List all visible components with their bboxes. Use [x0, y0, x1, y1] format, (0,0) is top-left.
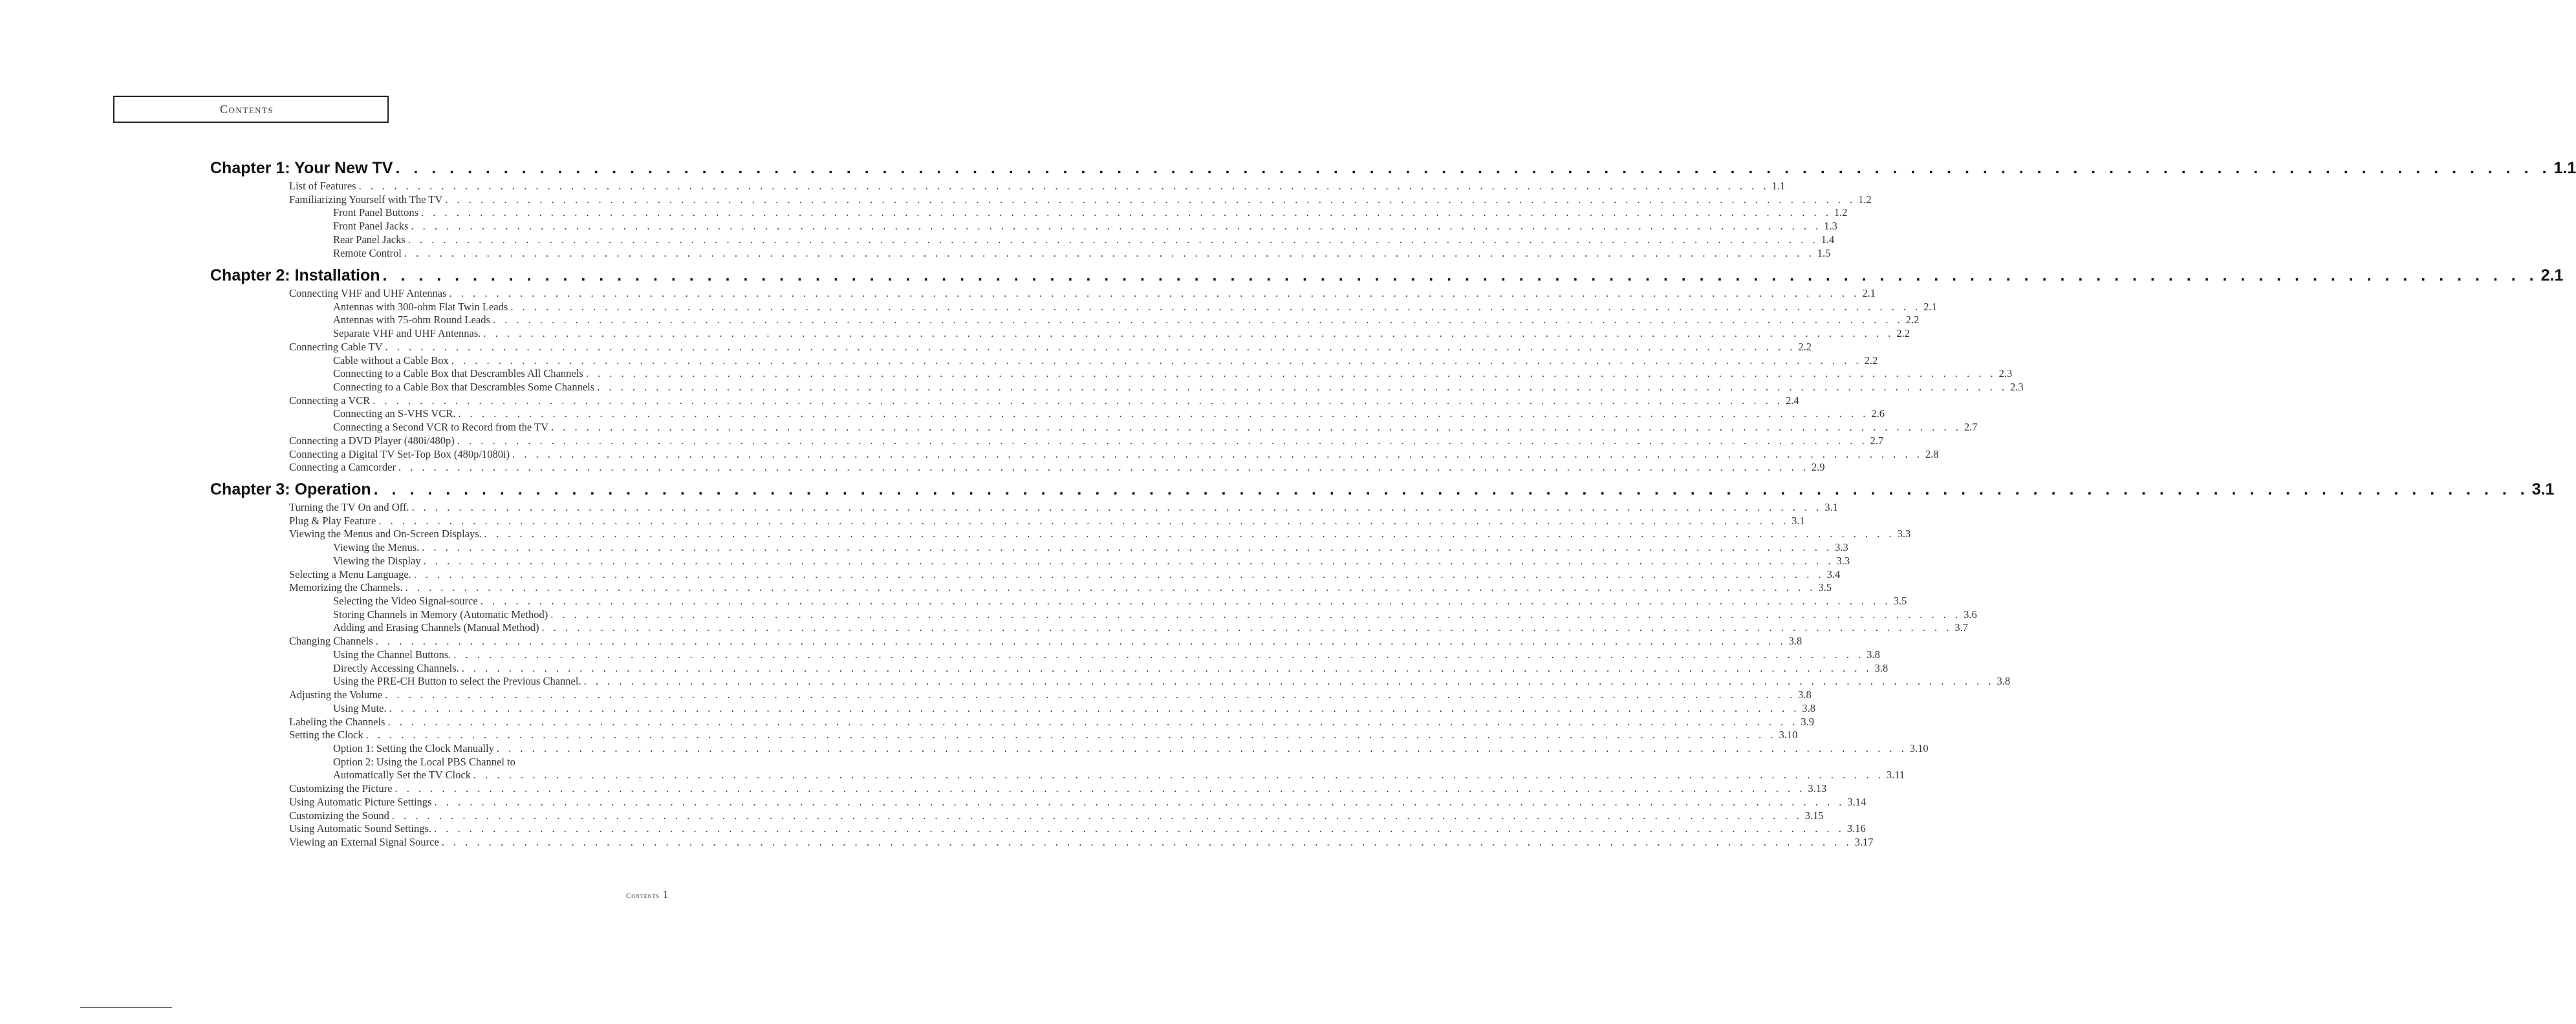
toc-subentry	[333, 326, 1910, 339]
entry-title: Using the Channel Buttons.	[333, 648, 451, 661]
toc-subentry	[333, 246, 1831, 259]
entry-page-number: 3.1	[1824, 500, 1838, 513]
entry-title: Option 1: Setting the Clock Manually	[333, 741, 494, 754]
entry-title: Antennas with 75-ohm Round Leads	[333, 313, 490, 326]
entry-title: Setting the Clock	[289, 728, 363, 741]
entry-title: Remote Control	[333, 246, 402, 259]
dot-leader: . . . . . . . . . . . . . . . . . . . . . . . . . . . . . . . . . . . . . . . . . . . . . . . . . . . . . . . . . . . . . . . . . . . . . . . . . . . . . . . . . . . . . . . . . . . . . . . . . . . . . . . . . . . . . . . . . . . . . . . .	[407, 233, 1819, 246]
entry-page-number: 2.2	[1798, 340, 1812, 353]
toc-subentry	[333, 205, 1848, 219]
entry-page-number: 3.10	[1909, 741, 1929, 754]
toc-entry	[289, 178, 1786, 192]
dot-leader: . . . . . . . . . . . . . . . . . . . . . . . . . . . . . . . . . . . . . . . . . . . . . . . . . . . . . . . . . . . . . . . . . . . . . . . . . . . . . . . . . . . . . . . . . . . . . . . . . . . . . . . . . . . . . . . . . . . . . . . .	[483, 326, 1894, 339]
dot-leader: . . . . . . . . . . . . . . . . . . . . . . . . . . . . . . . . . . . . . . . . . . . . . . . . . . . . . . . . . . . . . . . . . . . . . . . . . . . . . . . . . . . . . . . . . . . . . . . . . . . . . . . . . . . . . . . . . . . . . . . .	[391, 809, 1802, 822]
entry-title: Connecting a Digital TV Set-Top Box (480p/1080i)	[289, 447, 510, 460]
toc-entry	[289, 634, 1802, 647]
chapter-page-number: 2.1	[2540, 266, 2564, 284]
entry-page-number: 2.1	[1923, 300, 1937, 313]
dot-leader: . . . . . . . . . . . . . . . . . . . . . . . . . . . . . . . . . . . . . . . . . . . . . . . . . . . . . . . . . . . . . . . . . . . . . . . . . . . . . . . . . . . . . . . . . . . . . . . . . . . . . . . . . . . . . . . . . . . . . . . .	[398, 460, 1809, 473]
toc-subentry	[333, 620, 1968, 634]
dot-leader: . . . . . . . . . . . . . . . . . . . . . . . . . . . . . . . . . . . . . . . . . . . . . . . . . . . . . . . . . . . . . . . . . . . . . . . . . . . . . . . . . . . . . . . . . . . . . . . . . . . . . . . . . . . . . . . . . . . . . . . .	[411, 500, 1823, 513]
dot-leader: . . . . . . . . . . . . . . . . . . . . . . . . . . . . . . . . . . . . . . . . . . . . . . . . . . . . . . . . . . . . . . . . . . . . . . . . . . . . . . . . . . . . . . . . . . . . . . . . . . . . . . . . . . . . . . . . . . . . . . . .	[461, 661, 1872, 674]
entry-page-number: 2.3	[2010, 380, 2024, 393]
dot-leader: . . . . . . . . . . . . . . . . . . . . . . . . . . . . . . . . . . . . . . . . . . . . . . . . . . . . . . . . . . . . . . . . . . . . . . . . . . . . . . . . . . . . . . . . . . . . . . . . . . . . . . . . . . . . . . . . . . . . . . . .	[457, 434, 1868, 447]
chapter-title: Chapter 3: Operation	[210, 480, 371, 498]
entry-title: Memorizing the Channels.	[289, 581, 403, 593]
dot-leader: . . . . . . . . . . . . . . . . . . . . . . . . . . . . . . . . . . . . . . . . . . . . . . . . . . . . . . . . . . . . . . . . . . . . . . . . . . . . . . . . . . . . . . . . . . . . . . . . . . . . . . . . . . . . . . . . . . . . . . . .	[413, 568, 1824, 581]
dot-leader: . . . . . . . . . . . . . . . . . . . . . . . . . . . . . . . . . . . . . . . . . . . . . . . . . . . . . . . . . . . . . . . . . . . . . . . . . . . . . . . . . . . . . . . . . . . . . . . . . . . . . . . . . . . . . . . . . . . . . . . .	[375, 634, 1786, 647]
entry-page-number: 3.11	[1886, 768, 1905, 781]
entry-title: Antennas with 300-ohm Flat Twin Leads	[333, 300, 508, 313]
entry-title: Using the PRE-CH Button to select the Previous Channel.	[333, 674, 581, 687]
toc-entry	[289, 567, 1841, 581]
entry-page-number: 3.8	[1997, 674, 2011, 687]
dot-leader: . . . . . . . . . . . . . . . . . . . . . . . . . . . . . . . . . . . . . . . . . . . . . . . . . . . . . . . . . . . . . . . . . . . . . . . . . . . . . . . . . . . . . . . . . . . . . . . . . . . . . . . . . . . . . . . . . . . . . . . .	[434, 822, 1845, 835]
entry-page-number: 3.8	[1798, 688, 1812, 701]
toc-entry	[289, 500, 1838, 513]
toc-entry	[289, 714, 1814, 728]
entry-title: Familiarizing Yourself with The TV	[289, 193, 443, 206]
dot-leader: . . . . . . . . . . . . . . . . . . . . . . . . . . . . . . . . . . . . . . . . . . . . . . . . . . . . . . . . . . . . . . . . . . . . . . . . . . . . . . . . . . . . . . . . . . . . . . . . . . . . . . . . . . . . . . . . . . . . . . . .	[389, 701, 1800, 714]
chapter-title: Chapter 2: Installation	[210, 266, 380, 284]
toc-entry	[289, 795, 1867, 808]
dot-leader: . . . . . . . . . . . . . . . . . . . . . . . . . . . . . . . . . . . . . . . . . . . . . . . . . . . . . . . . . . . . . . . . . . . . . . . . . . . . . . . . . . . . . . . . . . . . . . . . . . . . . . . . . . . . . . . . . . . . . . . .	[395, 782, 1806, 795]
entry-page-number: 1.1	[1771, 179, 1786, 192]
entry-page-number: 2.2	[1896, 326, 1910, 339]
dot-leader: . . . . . . . . . . . . . . . . . . . . . . . . . . . . . . . . . . . . . . . . . . . . . . . . . . . . . . . . . . . . . . . . . . . . . . . . . . . . . . . . . . . . . . . . . . . . . . . . . . . . . . . . . . . . . . . . . . . . . . . .	[387, 715, 1799, 728]
dot-leader: . . . . . . . . . . . . . . . . . . . . . . . . . . . . . . . . . . . . . . . . . . . . . . . . . . . . . . . . . . . . . . . . . . . . . . . . . . . . . . . . . . . . . . . . . . . . . . . . . . . . . . . . . . . . . . . . . . . . . . . .	[453, 648, 1865, 661]
entry-page-number: 2.3	[1998, 367, 2013, 379]
chapter-heading	[210, 478, 2555, 498]
toc-subentry	[333, 232, 1835, 246]
page-footer	[626, 888, 668, 901]
entry-page-number: 2.8	[1925, 447, 1939, 460]
entry-title: Rear Panel Jacks	[333, 233, 406, 246]
chapter-page-number: 1.1	[2553, 159, 2576, 177]
dot-leader: . . . . . . . . . . . . . . . . . . . . . . . . . . . . . . . . . . . . . . . . . . . . . . . . . . . . . . . . . . . . . . . . . . . . . . . . . . . . . . . . . . . . . . . . . . . . . . . . . . . . . . . . . . . . . . . . . . . . . . . .	[382, 266, 2538, 284]
entry-title: Connecting Cable TV	[289, 340, 383, 353]
dot-leader: . . . . . . . . . . . . . . . . . . . . . . . . . . . . . . . . . . . . . . . . . . . . . . . . . . . . . . . . . . . . . . . . . . . . . . . . . . . . . . . . . . . . . . . . . . . . . . . . . . . . . . . . . . . . . . . . . . . . . . . .	[373, 394, 1784, 407]
dot-leader: . . . . . . . . . . . . . . . . . . . . . . . . . . . . . . . . . . . . . . . . . . . . . . . . . . . . . . . . . . . . . . . . . . . . . . . . . . . . . . . . . . . . . . . . . . . . . . . . . . . . . . . . . . . . . . . . . . . . . . . .	[583, 674, 1995, 687]
dot-leader: . . . . . . . . . . . . . . . . . . . . . . . . . . . . . . . . . . . . . . . . . . . . . . . . . . . . . . . . . . . . . . . . . . . . . . . . . . . . . . . . . . . . . . . . . . . . . . . . . . . . . . . . . . . . . . . . . . . . . . . .	[449, 286, 1860, 299]
toc-subentry	[333, 553, 1850, 567]
toc-entry	[289, 808, 1824, 822]
toc-entry	[289, 447, 1939, 460]
dot-leader: . . . . . . . . . . . . . . . . . . . . . . . . . . . . . . . . . . . . . . . . . . . . . . . . . . . . . . . . . . . . . . . . . . . . . . . . . . . . . . . . . . . . . . . . . . . . . . . . . . . . . . . . . . . . . . . . . . . . . . . .	[358, 179, 1770, 192]
entry-page-number: 1.5	[1817, 246, 1831, 259]
toc-subentry	[333, 701, 1815, 714]
dot-leader: . . . . . . . . . . . . . . . . . . . . . . . . . . . . . . . . . . . . . . . . . . . . . . . . . . . . . . . . . . . . . . . . . . . . . . . . . . . . . . . . . . . . . . . . . . . . . . . . . . . . . . . . . . . . . . . . . . . . . . . .	[434, 795, 1845, 808]
dot-leader: . . . . . . . . . . . . . . . . . . . . . . . . . . . . . . . . . . . . . . . . . . . . . . . . . . . . . . . . . . . . . . . . . . . . . . . . . . . . . . . . . . . . . . . . . . . . . . . . . . . . . . . . . . . . . . . . . . . . . . . .	[541, 621, 1953, 634]
entry-title: Labeling the Channels	[289, 715, 385, 728]
entry-page-number: 3.5	[1818, 581, 1832, 593]
dot-leader: . . . . . . . . . . . . . . . . . . . . . . . . . . . . . . . . . . . . . . . . . . . . . . . . . . . . . . . . . . . . . . . . . . . . . . . . . . . . . . . . . . . . . . . . . . . . . . . . . . . . . . . . . . . . . . . . . . . . . . . .	[451, 354, 1862, 367]
entry-page-number: 3.13	[1808, 782, 1827, 795]
entry-page-number: 1.3	[1824, 219, 1837, 232]
entry-title: Customizing the Sound	[289, 809, 389, 822]
entry-page-number: 2.9	[1811, 460, 1825, 473]
entry-page-number: 3.8	[1867, 648, 1880, 661]
toc-subentry	[333, 366, 2013, 379]
dot-leader: . . . . . . . . . . . . . . . . . . . . . . . . . . . . . . . . . . . . . . . . . . . . . . . . . . . . . . . . . . . . . . . . . . . . . . . . . . . . . . . . . . . . . . . . . . . . . . . . . . . . . . . . . . . . . . . . . . . . . . . .	[484, 527, 1895, 540]
dot-leader: . . . . . . . . . . . . . . . . . . . . . . . . . . . . . . . . . . . . . . . . . . . . . . . . . . . . . . . . . . . . . . . . . . . . . . . . . . . . . . . . . . . . . . . . . . . . . . . . . . . . . . . . . . . . . . . . . . . . . . . .	[585, 367, 1997, 379]
dot-leader: . . . . . . . . . . . . . . . . . . . . . . . . . . . . . . . . . . . . . . . . . . . . . . . . . . . . . . . . . . . . . . . . . . . . . . . . . . . . . . . . . . . . . . . . . . . . . . . . . . . . . . . . . . . . . . . . . . . . . . . .	[405, 581, 1816, 593]
dot-leader: . . . . . . . . . . . . . . . . . . . . . . . . . . . . . . . . . . . . . . . . . . . . . . . . . . . . . . . . . . . . . . . . . . . . . . . . . . . . . . . . . . . . . . . . . . . . . . . . . . . . . . . . . . . . . . . . . . . . . . . .	[422, 540, 1833, 553]
entry-title: Turning the TV On and Off.	[289, 500, 409, 513]
entry-title: Option 2: Using the Local PBS Channel to	[333, 755, 515, 768]
footer-label: Contents	[626, 892, 660, 900]
dot-leader: . . . . . . . . . . . . . . . . . . . . . . . . . . . . . . . . . . . . . . . . . . . . . . . . . . . . . . . . . . . . . . . . . . . . . . . . . . . . . . . . . . . . . . . . . . . . . . . . . . . . . . . . . . . . . . . . . . . . . . . .	[395, 159, 2551, 177]
chapter-title: Chapter 1: Your New TV	[210, 159, 393, 177]
dot-leader: . . . . . . . . . . . . . . . . . . . . . . . . . . . . . . . . . . . . . . . . . . . . . . . . . . . . . . . . . . . . . . . . . . . . . . . . . . . . . . . . . . . . . . . . . . . . . . . . . . . . . . . . . . . . . . . . . . . . . . . .	[385, 340, 1796, 353]
entry-page-number: 1.2	[1834, 206, 1848, 219]
toc-subentry	[333, 741, 1929, 754]
entry-page-number: 3.8	[1802, 701, 1815, 714]
dot-leader: . . . . . . . . . . . . . . . . . . . . . . . . . . . . . . . . . . . . . . . . . . . . . . . . . . . . . . . . . . . . . . . . . . . . . . . . . . . . . . . . . . . . . . . . . . . . . . . . . . . . . . . . . . . . . . . . . . . . . . . .	[551, 420, 1962, 433]
entry-page-number: 3.15	[1804, 809, 1824, 822]
entry-title: Connecting VHF and UHF Antennas	[289, 286, 447, 299]
entry-page-number: 2.6	[1871, 407, 1885, 420]
entry-title: Selecting a Menu Language.	[289, 568, 411, 581]
contents-header-title: Contents	[220, 103, 274, 116]
toc-subentry	[333, 647, 1880, 661]
entry-page-number: 2.1	[1862, 286, 1876, 299]
entry-page-number: 3.1	[1791, 514, 1805, 527]
footer-page-number: 1	[662, 888, 669, 901]
entry-page-number: 2.4	[1786, 394, 1799, 407]
toc-subentry	[333, 299, 1937, 313]
entry-page-number: 3.5	[1893, 594, 1907, 607]
toc-subentry	[333, 754, 642, 767]
toc-subentry	[333, 593, 1907, 607]
toc-entry	[289, 433, 1884, 447]
dot-leader: . . . . . . . . . . . . . . . . . . . . . . . . . . . . . . . . . . . . . . . . . . . . . . . . . . . . . . . . . . . . . . . . . . . . . . . . . . . . . . . . . . . . . . . . . . . . . . . . . . . . . . . . . . . . . . . . . . . . . . . .	[423, 554, 1834, 567]
entry-page-number: 3.6	[1964, 608, 1977, 621]
dot-leader: . . . . . . . . . . . . . . . . . . . . . . . . . . . . . . . . . . . . . . . . . . . . . . . . . . . . . . . . . . . . . . . . . . . . . . . . . . . . . . . . . . . . . . . . . . . . . . . . . . . . . . . . . . . . . . . . . . . . . . . .	[445, 193, 1856, 206]
entry-title: Viewing the Menus and On-Screen Displays.	[289, 527, 482, 540]
entry-title: Connecting an S-VHS VCR.	[333, 407, 456, 420]
toc-entry	[289, 687, 1812, 701]
toc-entry	[289, 781, 1827, 795]
toc-entry	[289, 835, 1874, 848]
entry-title: Front Panel Jacks	[333, 219, 409, 232]
dot-leader: . . . . . . . . . . . . . . . . . . . . . . . . . . . . . . . . . . . . . . . . . . . . . . . . . . . . . . . . . . . . . . . . . . . . . . . . . . . . . . . . . . . . . . . . . . . . . . . . . . . . . . . . . . . . . . . . . . . . . . . .	[441, 835, 1852, 848]
toc-subentry	[333, 379, 2024, 393]
entry-page-number: 3.3	[1897, 527, 1911, 540]
entry-page-number: 3.10	[1779, 728, 1798, 741]
entry-title: Using Automatic Picture Settings	[289, 795, 432, 808]
entry-title: Changing Channels	[289, 634, 373, 647]
entry-title: Selecting the Video Signal-source	[333, 594, 478, 607]
entry-page-number: 3.17	[1854, 835, 1874, 848]
dot-leader: . . . . . . . . . . . . . . . . . . . . . . . . . . . . . . . . . . . . . . . . . . . . . . . . . . . . . . . . . . . . . . . . . . . . . . . . . . . . . . . . . . . . . . . . . . . . . . . . . . . . . . . . . . . . . . . . . . . . . . . .	[512, 447, 1923, 460]
toc-subentry	[333, 674, 2011, 687]
entry-title: Connecting to a Cable Box that Descrambles All Channels	[333, 367, 583, 379]
entry-title: Connecting a VCR	[289, 394, 371, 407]
entry-title: Viewing the Display	[333, 554, 421, 567]
toc-subentry	[333, 420, 1978, 433]
entry-title: Using Mute.	[333, 701, 387, 714]
entry-title: Front Panel Buttons	[333, 206, 419, 219]
entry-title: Cable without a Cable Box	[333, 354, 449, 367]
toc-entry	[289, 460, 1825, 473]
toc-subentry	[333, 406, 1885, 420]
chapter-page-number: 3.1	[2531, 480, 2555, 498]
toc-entry	[289, 192, 1872, 206]
toc-entry	[289, 339, 1812, 353]
entry-page-number: 3.14	[1847, 795, 1867, 808]
entry-title: Viewing an External Signal Source	[289, 835, 439, 848]
toc-entry	[289, 526, 1911, 540]
dot-leader: . . . . . . . . . . . . . . . . . . . . . . . . . . . . . . . . . . . . . . . . . . . . . . . . . . . . . . . . . . . . . . . . . . . . . . . . . . . . . . . . . . . . . . . . . . . . . . . . . . . . . . . . . . . . . . . . . . . . . . . .	[378, 514, 1790, 527]
entry-title: Connecting to a Cable Box that Descrambles Some Channels	[333, 380, 595, 393]
dot-leader: . . . . . . . . . . . . . . . . . . . . . . . . . . . . . . . . . . . . . . . . . . . . . . . . . . . . . . . . . . . . . . . . . . . . . . . . . . . . . . . . . . . . . . . . . . . . . . . . . . . . . . . . . . . . . . . . . . . . . . . .	[458, 407, 1869, 420]
entry-page-number: 3.8	[1874, 661, 1889, 674]
chapter-heading	[210, 157, 2576, 177]
entry-title: Viewing the Menus.	[333, 540, 420, 553]
entry-title: Directly Accessing Channels.	[333, 661, 459, 674]
entry-title: List of Features	[289, 179, 356, 192]
entry-page-number: 3.16	[1846, 822, 1866, 835]
entry-page-number: 3.9	[1801, 715, 1814, 728]
entry-page-number: 1.4	[1821, 233, 1835, 246]
entry-title: Connecting a Second VCR to Record from the TV	[333, 420, 549, 433]
entry-title: Using Automatic Sound Settings.	[289, 822, 432, 835]
entry-page-number: 3.8	[1788, 634, 1802, 647]
dot-leader: . . . . . . . . . . . . . . . . . . . . . . . . . . . . . . . . . . . . . . . . . . . . . . . . . . . . . . . . . . . . . . . . . . . . . . . . . . . . . . . . . . . . . . . . . . . . . . . . . . . . . . . . . . . . . . . . . . . . . . . .	[510, 300, 1921, 313]
entry-page-number: 3.3	[1836, 554, 1850, 567]
entry-title: Automatically Set the TV Clock	[333, 768, 471, 781]
toc-entry	[289, 513, 1805, 527]
entry-page-number: 3.4	[1826, 568, 1841, 581]
dot-leader: . . . . . . . . . . . . . . . . . . . . . . . . . . . . . . . . . . . . . . . . . . . . . . . . . . . . . . . . . . . . . . . . . . . . . . . . . . . . . . . . . . . . . . . . . . . . . . . . . . . . . . . . . . . . . . . . . . . . . . . .	[365, 728, 1777, 741]
dot-leader: . . . . . . . . . . . . . . . . . . . . . . . . . . . . . . . . . . . . . . . . . . . . . . . . . . . . . . . . . . . . . . . . . . . . . . . . . . . . . . . . . . . . . . . . . . . . . . . . . . . . . . . . . . . . . . . . . . . . . . . .	[496, 741, 1907, 754]
entry-title: Separate VHF and UHF Antennas.	[333, 326, 481, 339]
dot-leader: . . . . . . . . . . . . . . . . . . . . . . . . . . . . . . . . . . . . . . . . . . . . . . . . . . . . . . . . . . . . . . . . . . . . . . . . . . . . . . . . . . . . . . . . . . . . . . . . . . . . . . . . . . . . . . . . . . . . . . . .	[492, 313, 1903, 326]
dot-leader: . . . . . . . . . . . . . . . . . . . . . . . . . . . . . . . . . . . . . . . . . . . . . . . . . . . . . . . . . . . . . . . . . . . . . . . . . . . . . . . . . . . . . . . . . . . . . . . . . . . . . . . . . . . . . . . . . . . . . . . .	[597, 380, 2008, 393]
toc-subentry	[333, 607, 1977, 621]
toc-subentry	[333, 661, 1889, 674]
bottom-rule	[80, 1007, 172, 1008]
entry-page-number: 2.7	[1870, 434, 1884, 447]
dot-leader: . . . . . . . . . . . . . . . . . . . . . . . . . . . . . . . . . . . . . . . . . . . . . . . . . . . . . . . . . . . . . . . . . . . . . . . . . . . . . . . . . . . . . . . . . . . . . . . . . . . . . . . . . . . . . . . . . . . . . . . .	[373, 480, 2529, 498]
entry-page-number: 3.3	[1835, 540, 1848, 553]
toc-subentry	[333, 540, 1848, 553]
dot-leader: . . . . . . . . . . . . . . . . . . . . . . . . . . . . . . . . . . . . . . . . . . . . . . . . . . . . . . . . . . . . . . . . . . . . . . . . . . . . . . . . . . . . . . . . . . . . . . . . . . . . . . . . . . . . . . . . . . . . . . . .	[473, 768, 1884, 781]
toc-subentry	[333, 312, 1920, 326]
dot-leader: . . . . . . . . . . . . . . . . . . . . . . . . . . . . . . . . . . . . . . . . . . . . . . . . . . . . . . . . . . . . . . . . . . . . . . . . . . . . . . . . . . . . . . . . . . . . . . . . . . . . . . . . . . . . . . . . . . . . . . . .	[421, 206, 1832, 219]
entry-title: Connecting a Camcorder	[289, 460, 396, 473]
toc-subentry	[333, 767, 1905, 781]
toc-entry	[289, 393, 1799, 407]
dot-leader: . . . . . . . . . . . . . . . . . . . . . . . . . . . . . . . . . . . . . . . . . . . . . . . . . . . . . . . . . . . . . . . . . . . . . . . . . . . . . . . . . . . . . . . . . . . . . . . . . . . . . . . . . . . . . . . . . . . . . . . .	[385, 688, 1796, 701]
toc-subentry	[333, 353, 1878, 367]
toc-subentry	[333, 219, 1837, 232]
entry-page-number: 2.7	[1964, 420, 1978, 433]
entry-page-number: 2.2	[1864, 354, 1878, 367]
entry-title: Connecting a DVD Player (480i/480p)	[289, 434, 455, 447]
toc-entry	[289, 727, 1798, 741]
entry-page-number: 3.7	[1954, 621, 1968, 634]
toc-entry	[289, 821, 1866, 835]
chapter-heading	[210, 264, 2564, 284]
entry-title: Plug & Play Feature	[289, 514, 376, 527]
toc-entry	[289, 580, 1832, 593]
entry-page-number: 1.2	[1858, 193, 1872, 206]
dot-leader: . . . . . . . . . . . . . . . . . . . . . . . . . . . . . . . . . . . . . . . . . . . . . . . . . . . . . . . . . . . . . . . . . . . . . . . . . . . . . . . . . . . . . . . . . . . . . . . . . . . . . . . . . . . . . . . . . . . . . . . .	[411, 219, 1822, 232]
entry-page-number: 2.2	[1905, 313, 1920, 326]
dot-leader: . . . . . . . . . . . . . . . . . . . . . . . . . . . . . . . . . . . . . . . . . . . . . . . . . . . . . . . . . . . . . . . . . . . . . . . . . . . . . . . . . . . . . . . . . . . . . . . . . . . . . . . . . . . . . . . . . . . . . . . .	[404, 246, 1815, 259]
entry-title: Adjusting the Volume	[289, 688, 383, 701]
dot-leader: . . . . . . . . . . . . . . . . . . . . . . . . . . . . . . . . . . . . . . . . . . . . . . . . . . . . . . . . . . . . . . . . . . . . . . . . . . . . . . . . . . . . . . . . . . . . . . . . . . . . . . . . . . . . . . . . . . . . . . . .	[550, 608, 1962, 621]
entry-title: Storing Channels in Memory (Automatic Method)	[333, 608, 548, 621]
entry-title: Customizing the Picture	[289, 782, 393, 795]
toc-entry	[289, 286, 1876, 299]
dot-leader: . . . . . . . . . . . . . . . . . . . . . . . . . . . . . . . . . . . . . . . . . . . . . . . . . . . . . . . . . . . . . . . . . . . . . . . . . . . . . . . . . . . . . . . . . . . . . . . . . . . . . . . . . . . . . . . . . . . . . . . .	[480, 594, 1891, 607]
entry-title: Adding and Erasing Channels (Manual Method)	[333, 621, 539, 634]
